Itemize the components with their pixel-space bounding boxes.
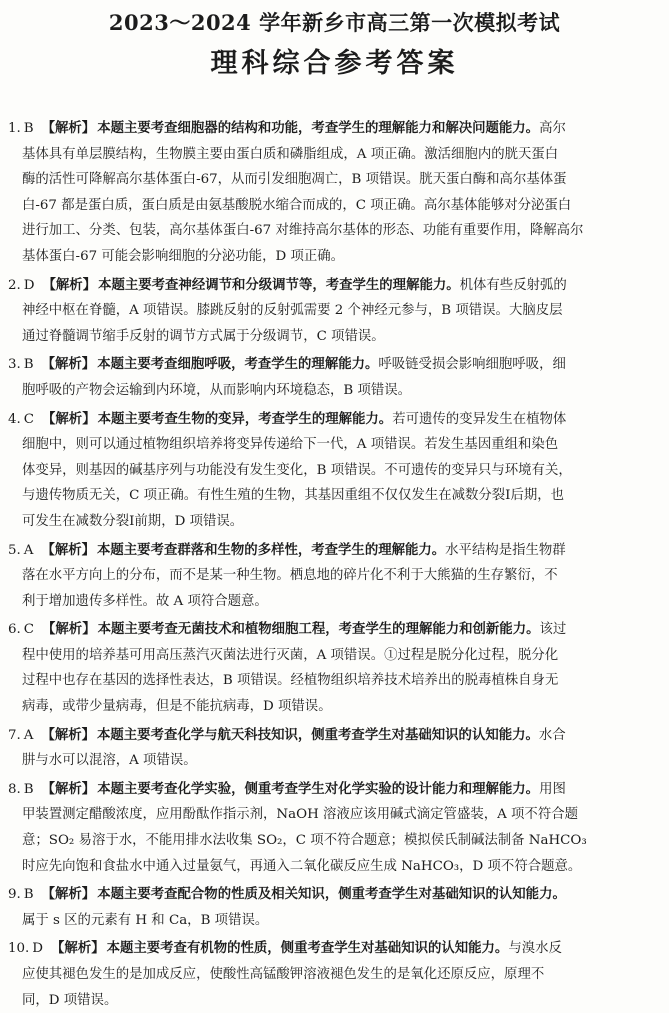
analysis-line: 同，D 项错误。	[22, 992, 118, 1008]
analysis-summary: 本题主要考查化学实验，侧重考查学生对化学实验的设计能力和理解能力。	[97, 781, 540, 797]
analysis-text: 水平结构是指生物群	[445, 542, 566, 558]
answer-first-line	[8, 352, 660, 378]
analysis-line: 落在水平方向上的分布，而不是某一种生物。栖息地的碎片化不利于大熊猫的生存繁衍，不	[22, 568, 558, 584]
answer-item	[8, 352, 660, 403]
answer-first-line	[8, 777, 660, 803]
answer-first-line	[8, 273, 660, 299]
analysis-text: 若可遗传的变异发生在植物体	[392, 411, 567, 427]
analysis-line: 利于增加遗传多样性。故 A 项符合题意。	[22, 593, 268, 609]
analysis-line: 应使其褪色发生的是加成反应，使酸性高锰酸钾溶液褪色发生的是氧化还原反应，原理不	[22, 967, 545, 982]
answer-first-line	[8, 538, 660, 564]
answer-item	[8, 407, 660, 535]
answer-number: 4.	[8, 411, 21, 427]
answer-number: 9.	[8, 887, 21, 903]
answer-choice: A	[23, 727, 34, 743]
analysis-line: 与遗传物质无关，C 项正确。有性生殖的生物，其基因重组不仅仅发生在减数分裂Ⅰ后期，也	[22, 488, 565, 504]
answer-choice: C	[23, 411, 35, 427]
analysis-line: 体变异，则基因的碱基序列与功能没有发生变化，B 项错误。不可遗传的变异只与环境有关，	[22, 462, 572, 478]
answer-number: 6.	[8, 622, 21, 638]
analysis-tag: 【解析】	[41, 357, 96, 373]
analysis-line: 细胞中，则可以通过植物组织培养将变异传递给下一代，A 项错误。若发生基因重组和染色	[22, 437, 559, 453]
analysis-line: 病毒，或带少量病毒，但是不能抗病毒，D 项错误。	[22, 699, 332, 715]
analysis-line: 甲装置测定醋酸浓度，应用酚酞作指示剂，NaOH 溶液应该用碱式滴定管盛装，A 项不符合题	[22, 807, 578, 823]
analysis-summary: 本题主要考查群落和生物的多样性，考查学生的理解能力。	[97, 542, 446, 558]
analysis-summary: 本题主要考查配合物的性质及相关知识，侧重考查学生对基础知识的认知能力。	[97, 887, 566, 903]
analysis-line: 酶的活性可降解高尔基体蛋白-67，从而引发细胞凋亡，B 项错误。胱天蛋白酶和高尔基体蛋	[22, 172, 567, 188]
analysis-line: 进行加工、分类、包装，高尔基体蛋白-67 对维持高尔基体的形态、功能有重要作用，降解高尔	[22, 223, 584, 239]
document-header	[0, 0, 669, 84]
analysis-text: 与溴水反	[508, 941, 562, 957]
answer-first-line	[8, 936, 660, 962]
analysis-tag: 【解析】	[51, 941, 105, 957]
analysis-line: 意；SO₂ 易溶于水，不能用排水法收集 SO₂，C 项不符合题意；模拟侯氏制碱法制备 NaHCO₃	[22, 833, 587, 849]
answer-number: 3.	[8, 357, 21, 373]
analysis-tag: 【解析】	[41, 121, 96, 136]
analysis-summary: 本题主要考查神经调节和分级调节等，考查学生的理解能力。	[98, 277, 460, 293]
analysis-line: 通过脊髓调节缩手反射的调节方式属于分级调节，C 项错误。	[22, 328, 385, 344]
answer-first-line	[8, 882, 660, 908]
analysis-tag: 【解析】	[41, 781, 96, 797]
answer-choice: B	[23, 781, 34, 797]
answer-first-line	[8, 617, 660, 643]
answer-list	[8, 116, 660, 1013]
analysis-summary: 本题主要考查无菌技术和植物细胞工程，考查学生的理解能力和创新能力。	[97, 622, 540, 638]
analysis-tag: 【解析】	[42, 622, 96, 638]
answer-item	[8, 116, 660, 270]
analysis-line: 白-67 都是蛋白质，蛋白质是由氨基酸脱水缩合而成的，C 项正确。高尔基体能够对分泌蛋白	[22, 197, 572, 213]
answer-choice: B	[23, 887, 34, 903]
answer-choice: D	[32, 941, 44, 957]
answer-number: 2.	[8, 277, 21, 293]
answer-item	[8, 723, 660, 774]
answer-number: 8.	[8, 781, 21, 797]
analysis-text: 该过	[539, 622, 567, 638]
exam-title: 2023～2024 学年新乡市高三第一次模拟考试	[108, 10, 561, 35]
analysis-tag: 【解析】	[41, 542, 96, 558]
answer-number: 5.	[8, 542, 21, 558]
answer-number: 10.	[8, 941, 30, 957]
answer-choice: D	[23, 277, 35, 293]
answer-item	[8, 538, 660, 615]
analysis-summary: 本题主要考查化学与航天科技知识，侧重考查学生对基础知识的认知能力。	[97, 727, 539, 743]
analysis-tag: 【解析】	[42, 411, 96, 427]
analysis-line: 基体具有单层膜结构，生物膜主要由蛋白质和磷脂组成，A 项正确。激活细胞内的胱天蛋白	[22, 146, 559, 162]
analysis-line: 基体蛋白-67 可能会影响细胞的分泌功能，D 项正确。	[22, 248, 345, 264]
answer-choice: B	[23, 121, 34, 136]
analysis-line: 过程中也存在基因的选择性表达，B 项错误。经植物组织培养技术培养出的脱毒植株自身无	[22, 673, 559, 689]
answer-item	[8, 777, 660, 879]
answer-item	[8, 882, 660, 933]
answer-first-line	[8, 116, 660, 142]
analysis-line: 肼与水可以混溶，A 项错误。	[22, 753, 197, 769]
analysis-text: 呼吸链受损会影响细胞呼吸，细	[378, 357, 566, 373]
answer-choice: C	[23, 622, 35, 638]
answer-item	[8, 273, 660, 350]
answer-number: 1.	[8, 121, 21, 136]
analysis-text: 水合	[538, 727, 566, 743]
answer-choice: A	[23, 542, 34, 558]
analysis-summary: 本题主要考查细胞呼吸，考查学生的理解能力。	[97, 357, 379, 373]
analysis-line: 程中使用的培养基可用高压蒸汽灭菌法进行灭菌，A 项错误。①过程是脱分化过程，脱分化	[22, 647, 559, 663]
analysis-line: 可发生在减数分裂Ⅰ前期，D 项错误。	[22, 513, 244, 529]
analysis-summary: 本题主要考查有机物的性质，侧重考查学生对基础知识的认知能力。	[106, 941, 509, 957]
analysis-line: 属于 s 区的元素有 H 和 Ca，B 项错误。	[22, 912, 269, 928]
analysis-summary: 本题主要考查细胞器的结构和功能，考查学生的理解能力和解决问题能力。	[97, 121, 540, 136]
answer-item	[8, 617, 660, 719]
answer-choice: B	[23, 357, 34, 373]
document-title: 理科综合参考答案	[210, 48, 459, 79]
answer-item	[8, 936, 660, 1013]
analysis-tag: 【解析】	[42, 277, 97, 293]
answer-number: 7.	[8, 727, 21, 743]
analysis-tag: 【解析】	[41, 727, 96, 743]
answer-first-line	[8, 723, 660, 749]
analysis-line: 时应先向饱和食盐水中通入过量氨气，再通入二氧化碳反应生成 NaHCO₃，D 项不符合题意。	[22, 858, 582, 874]
analysis-text: 高尔	[539, 121, 566, 136]
analysis-summary: 本题主要考查生物的变异，考查学生的理解能力。	[97, 411, 393, 427]
analysis-tag: 【解析】	[41, 887, 96, 903]
analysis-text: 用图	[539, 781, 566, 797]
analysis-line: 胞呼吸的产物会运输到内环境，从而影响内环境稳态，B 项错误。	[22, 382, 412, 398]
answer-first-line	[8, 407, 660, 433]
analysis-text: 机体有些反射弧的	[459, 277, 567, 293]
analysis-line: 神经中枢在脊髓，A 项错误。膝跳反射的反射弧需要 2 个神经元参与，B 项错误。大脑皮层	[22, 303, 563, 319]
